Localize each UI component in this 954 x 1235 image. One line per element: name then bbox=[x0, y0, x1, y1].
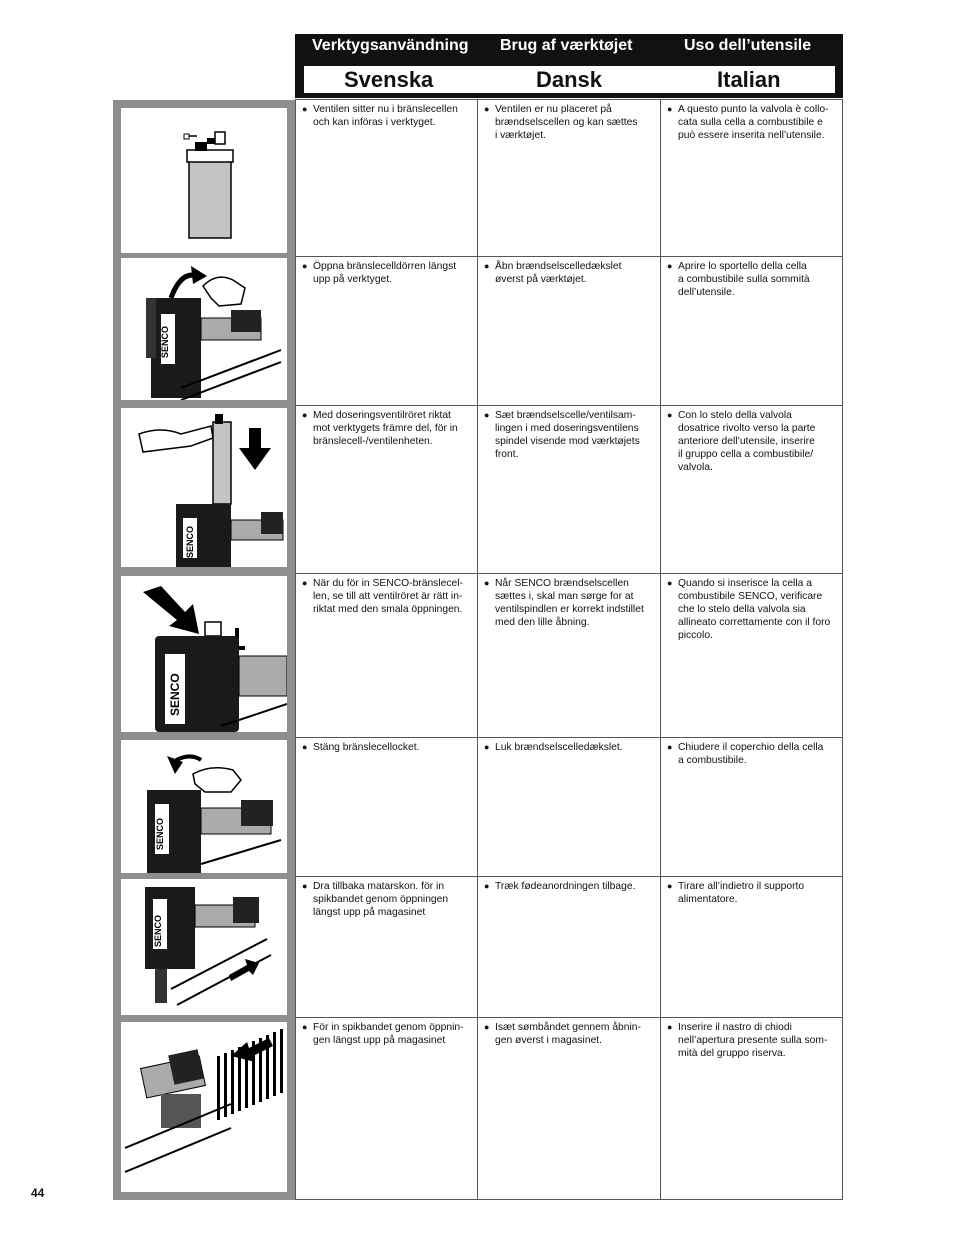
illustration-fuel-cell-valve bbox=[121, 108, 287, 253]
cell-italian-step-5 bbox=[661, 738, 843, 877]
illustration-insert-nail-strip bbox=[121, 1022, 287, 1192]
step-text: ● Ventilen er nu placeret på brændselscellen og kan sættes i værktøjet. bbox=[484, 103, 656, 142]
illustration-open-door bbox=[121, 258, 287, 400]
senco-logo-6: SENCO bbox=[153, 914, 163, 947]
cell-swedish-step-4 bbox=[296, 574, 478, 738]
step-text: ● Med doseringsventilröret riktat mot verktygets främre del, för in bränslecell-/ventilenheten. bbox=[302, 409, 473, 448]
language-swedish: Svenska bbox=[344, 67, 434, 92]
illustration-pull-feeder bbox=[121, 879, 287, 1015]
language-italian: Italian bbox=[717, 67, 781, 92]
step-text: ● Öppna bränslecelldörren längst upp på verktyget. bbox=[302, 260, 473, 286]
cell-swedish-step-5 bbox=[296, 738, 478, 877]
illustration-align-valve bbox=[121, 576, 287, 732]
step-text: ● Åbn brændselscelledækslet øverst på værktøjet. bbox=[484, 260, 656, 286]
cell-italian-step-4 bbox=[661, 574, 843, 738]
subtitle-danish: Brug af værktøjet bbox=[500, 37, 633, 54]
step-text: ● När du för in SENCO-bränslecel- len, se till att ventilröret är rätt in- riktat med den smala öppningen. bbox=[302, 577, 473, 616]
step-text: ● Dra tillbaka matarskon. för in spikbandet genom öppningen längst upp på magasinet bbox=[302, 880, 473, 919]
cell-swedish-step-7 bbox=[296, 1018, 478, 1200]
cell-swedish-step-2 bbox=[296, 257, 478, 406]
step-text: ● Sæt brændselscelle/ventilsam- lingen i med doseringsventilens spindel visende mod værktøjets front. bbox=[484, 409, 656, 461]
step-text: ● Quando si inserisce la cella a combustibile SENCO, verificare che lo stelo della valvola sia allineato correttamente con il foro piccolo. bbox=[667, 577, 838, 642]
subtitle-italian: Uso dell’utensile bbox=[684, 37, 812, 54]
illustration-close-cover bbox=[121, 740, 287, 873]
step-text: ● För in spikbandet genom öppnin- gen längst upp på magasinet bbox=[302, 1021, 473, 1047]
cell-danish-step-5 bbox=[478, 738, 661, 877]
step-text: ● Isæt sømbåndet gennem åbnin- gen øverst i magasinet. bbox=[484, 1021, 656, 1047]
cell-danish-step-1 bbox=[478, 100, 661, 257]
step-text: ● Når SENCO brændselscellen sættes i, skal man sørge for at ventilspindlen er korrekt indstillet med den lille åbning. bbox=[484, 577, 656, 629]
senco-logo-2: SENCO bbox=[160, 325, 170, 358]
cell-italian-step-1 bbox=[661, 100, 843, 257]
cell-swedish-step-6 bbox=[296, 877, 478, 1018]
senco-logo-5: SENCO bbox=[155, 817, 165, 850]
step-text: ● Stäng bränslecellocket. bbox=[302, 741, 473, 754]
cell-italian-step-6 bbox=[661, 877, 843, 1018]
senco-logo-4: SENCO bbox=[168, 673, 182, 716]
illustration-insert-fuel-cell bbox=[121, 408, 287, 567]
cell-italian-step-7 bbox=[661, 1018, 843, 1200]
illustration-column bbox=[113, 100, 295, 1200]
cell-danish-step-2 bbox=[478, 257, 661, 406]
language-band bbox=[303, 65, 836, 94]
step-text: ● Tirare all’indietro il supporto alimentatore. bbox=[667, 880, 838, 906]
step-text: ● Luk brændselscelledækslet. bbox=[484, 741, 656, 754]
cell-swedish-step-1 bbox=[296, 100, 478, 257]
cell-danish-step-7 bbox=[478, 1018, 661, 1200]
cell-italian-step-2 bbox=[661, 257, 843, 406]
step-text: ● Con lo stelo della valvola dosatrice rivolto verso la parte anteriore dell’utensile, inserire il gruppo cella a combustibile/ valvola. bbox=[667, 409, 838, 474]
cell-swedish-step-3 bbox=[296, 406, 478, 574]
cell-danish-step-6 bbox=[478, 877, 661, 1018]
cell-danish-step-3 bbox=[478, 406, 661, 574]
senco-logo-3: SENCO bbox=[185, 525, 195, 558]
cell-italian-step-3 bbox=[661, 406, 843, 574]
step-text: ● Ventilen sitter nu i bränslecellen och kan införas i verktyget. bbox=[302, 103, 473, 129]
header-bar bbox=[295, 34, 843, 98]
step-text: ● Inserire il nastro di chiodi nell’apertura presente sulla som- mità del gruppo riserva. bbox=[667, 1021, 838, 1060]
subtitle-swedish: Verktygsanvändning bbox=[312, 37, 469, 54]
step-text: ● A questo punto la valvola è collo- cata sulla cella a combustibile e può essere inserita nell’utensile. bbox=[667, 103, 838, 142]
page-number: 44 bbox=[31, 1186, 45, 1200]
step-text: ● Aprire lo sportello della cella a combustibile sulla sommità dell’utensile. bbox=[667, 260, 838, 299]
step-text: ● Træk fødeanordningen tilbage. bbox=[484, 880, 656, 893]
step-text: ● Chiudere il coperchio della cella a combustibile. bbox=[667, 741, 838, 767]
language-danish: Dansk bbox=[536, 67, 603, 92]
cell-danish-step-4 bbox=[478, 574, 661, 738]
